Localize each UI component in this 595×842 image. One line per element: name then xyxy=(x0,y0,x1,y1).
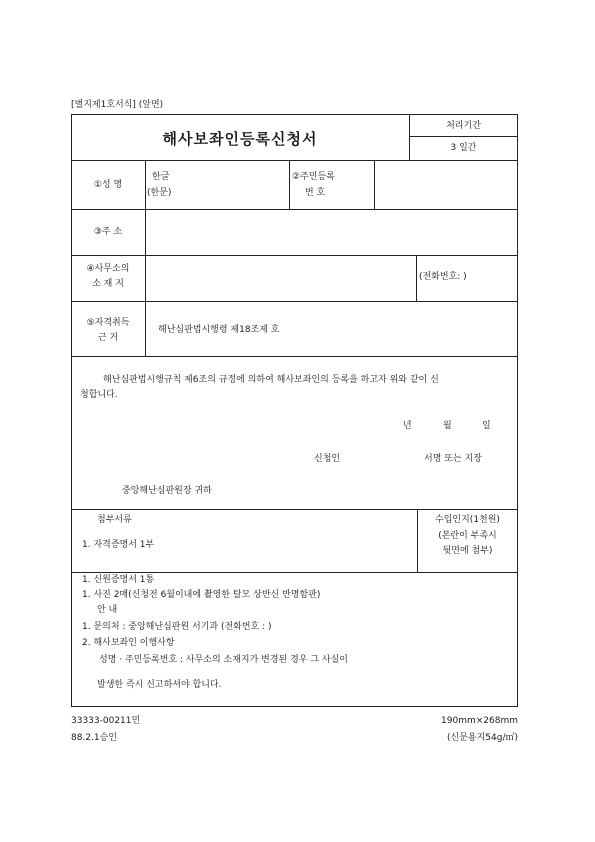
divider xyxy=(71,160,518,161)
divider xyxy=(71,301,518,302)
guide-item-2: 2. 해사보좌인 이행사항 xyxy=(82,638,175,648)
paper-size: 190mm×268mm xyxy=(441,716,518,726)
office-address-input[interactable] xyxy=(148,258,413,298)
divider xyxy=(71,572,518,573)
name-korean-label: 한글 xyxy=(152,172,170,182)
guide-item-2-detail-2: 발생한 즉시 신고하셔야 합니다. xyxy=(97,680,222,690)
divider xyxy=(416,255,417,301)
name-label: ①성 명 xyxy=(93,180,123,190)
form-code: 33333-00211민 xyxy=(71,716,141,726)
divider xyxy=(409,136,518,137)
divider xyxy=(71,356,518,357)
applicant-label: 신청인 xyxy=(314,454,341,464)
form-title: 해사보좌인등록신청서 xyxy=(162,130,318,148)
approval-date: 88.2.1승인 xyxy=(71,733,118,743)
qualification-value: 해난심판법시행령 제18조제 호 xyxy=(158,325,280,335)
addressee: 중앙해난심판원장 귀하 xyxy=(122,486,212,496)
processing-period-label: 처리기간 xyxy=(446,121,481,131)
attachment-item-2: 1. 신원증명서 1통 xyxy=(82,575,155,585)
address-input[interactable] xyxy=(148,212,514,252)
attachment-item-3: 1. 사진 2매(신청전 6월이내에 촬영한 탈모 상반신 반명함판) xyxy=(82,590,321,600)
resident-number-label: ②주민등록 xyxy=(292,172,335,182)
address-label: ③주 소 xyxy=(93,227,123,237)
stamp-line-3: 뒷면에 첨부) xyxy=(442,546,493,556)
divider xyxy=(289,160,290,209)
attachments-heading: 첨부서류 xyxy=(97,515,132,525)
guide-item-2-detail: 성명 · 주민등록번호 : 사무소의 소재지가 변경된 경우 그 사실이 xyxy=(99,655,348,665)
processing-period-value: 3 일간 xyxy=(450,143,477,153)
office-label-2: 소 재 지 xyxy=(92,279,124,289)
qualification-label-2: 근 거 xyxy=(97,333,119,343)
date-year: 년 xyxy=(403,421,412,431)
statement-line-2: 청합니다. xyxy=(80,390,118,400)
divider xyxy=(145,160,146,356)
stamp-line-2: (본란이 부족시 xyxy=(438,531,497,541)
divider xyxy=(71,509,518,510)
office-label: ④사무소의 xyxy=(86,264,130,274)
name-hanja-label: (한문) xyxy=(147,188,172,198)
resident-number-label-2: 번 호 xyxy=(305,188,326,198)
guide-item-1: 1. 문의처 : 중앙해난심판원 서기과 (전화번호 : ) xyxy=(82,622,272,632)
divider xyxy=(71,209,518,210)
statement-line-1: 해난심판법시행규칙 제6조의 규정에 의하여 해사보좌인의 등록을 하고자 위와 같이 신 xyxy=(103,375,439,385)
guide-heading: 안 내 xyxy=(97,605,118,615)
resident-number-input[interactable] xyxy=(376,163,515,206)
divider xyxy=(374,160,375,209)
name-input[interactable] xyxy=(190,163,286,206)
divider xyxy=(71,255,518,256)
form-number-note: [별지제1호서식] (앞면) xyxy=(71,100,164,110)
qualification-label: ⑤자격취득 xyxy=(86,318,130,328)
paper-type: (신문용지54g/㎡) xyxy=(447,733,518,743)
date-day: 일 xyxy=(482,421,491,431)
attachment-item-1: 1. 자격증명서 1부 xyxy=(82,540,155,550)
signature-label: 서명 또는 지장 xyxy=(424,454,482,464)
date-month: 월 xyxy=(443,421,452,431)
stamp-line-1: 수입인지(1천원) xyxy=(435,515,500,525)
office-phone: (전화번호: ) xyxy=(419,272,467,282)
